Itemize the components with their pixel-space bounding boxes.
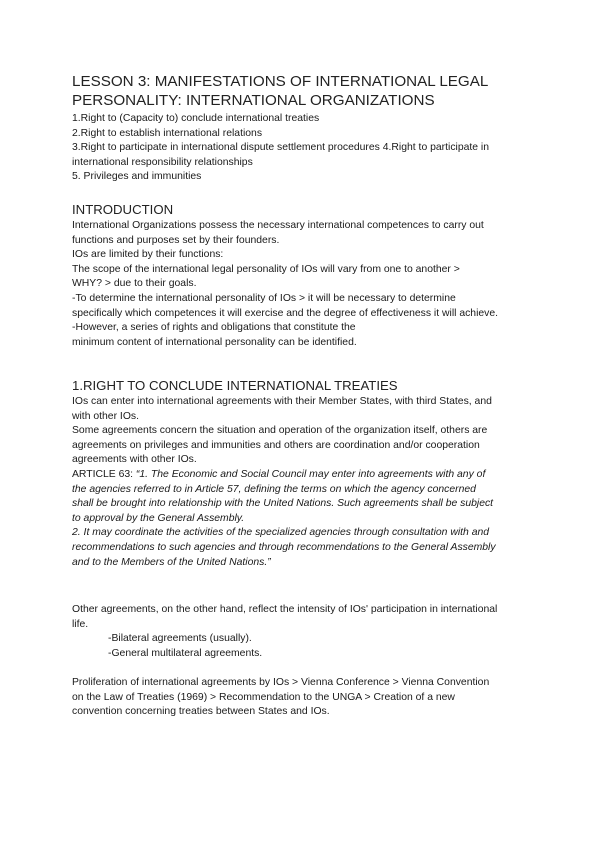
outline-item: 5. Privileges and immunities (72, 171, 202, 183)
article-label: ARTICLE 63: (72, 468, 136, 480)
outline-item: 1.Right to (Capacity to) conclude international treaties (72, 113, 320, 124)
other-agreements (72, 603, 532, 661)
section-heading: INTRODUCTION (72, 202, 174, 217)
article-line: 2. It may coordinate the activities of the specialized agencies through consultation with and (72, 527, 490, 539)
title-line: LESSON 3: MANIFESTATIONS OF INTERNATIONAL LEGAL (72, 73, 489, 90)
proliferation-paragraph (72, 676, 532, 720)
treaties-section (72, 378, 532, 570)
paragraph-line: minimum content of international personality can be identified. (72, 336, 357, 348)
paragraph-line: on the Law of Treaties (1969) > Recommendation to the UNGA > Creation of a new (72, 691, 455, 703)
paragraph-line: IOs are limited by their functions: (72, 249, 224, 261)
paragraph-line: life. (72, 618, 89, 630)
section-heading: 1.RIGHT TO CONCLUDE INTERNATIONAL TREATIES (72, 378, 398, 393)
outline-item: 2.Right to establish international relations (72, 127, 263, 139)
paragraph-line: specifically which competences it will exercise and the degree of effectiveness it will achieve. (72, 307, 499, 319)
paragraph-line: International Organizations possess the necessary international competences to carry out (72, 220, 484, 231)
article-line: recommendations to such agencies and through recommendations to the General Assembly (72, 541, 496, 553)
introduction-section (72, 202, 532, 350)
paragraph-line: agreements with other IOs. (72, 454, 197, 466)
lesson-outline (72, 112, 532, 185)
article-line: shall be brought into relationship with the United Nations. Such agreements shall be subject (72, 498, 494, 510)
paragraph-line: IOs can enter into international agreements with their Member States, with third States, and (72, 396, 492, 407)
outline-item: 3.Right to participate in international dispute settlement procedures 4.Right to participate in (72, 142, 490, 154)
article-text: “1. The Economic and Social Council may enter into agreements with any of (135, 468, 486, 480)
article-63-quote-start (72, 468, 532, 483)
article-line: and to the Members of the United Nations.” (72, 556, 271, 568)
paragraph-line: agreements on privileges and immunities and others are coordination and/or cooperation (72, 439, 480, 451)
bullet-item: -Bilateral agreements (usually). (108, 633, 252, 645)
paragraph-line: functions and purposes set by their founders. (72, 234, 280, 246)
title-line: PERSONALITY: INTERNATIONAL ORGANIZATIONS (72, 92, 435, 109)
bullet-item: -General multilateral agreements. (108, 647, 263, 659)
article-line: to approval by the General Assembly. (72, 512, 245, 524)
lesson-title (72, 72, 532, 110)
article-line: the agencies referred to in Article 57, defining the terms on which the agency concerned (72, 483, 476, 495)
outline-item: international responsibility relationships (72, 156, 253, 168)
paragraph-line: -However, a series of rights and obligations that constitute the (72, 322, 356, 334)
paragraph-line: convention concerning treaties between States and IOs. (72, 706, 330, 718)
paragraph-line: WHY? > due to their goals. (72, 278, 197, 290)
paragraph-line: Proliferation of international agreements by IOs > Vienna Conference > Vienna Convention (72, 677, 490, 688)
paragraph-line: -To determine the international personality of IOs > it will be necessary to determine (72, 292, 456, 304)
paragraph-line: Some agreements concern the situation and operation of the organization itself, others are (72, 425, 488, 437)
paragraph-line: Other agreements, on the other hand, reflect the intensity of IOs' participation in international (72, 604, 498, 615)
paragraph-line: The scope of the international legal personality of IOs will vary from one to another > (72, 263, 460, 275)
paragraph-line: with other IOs. (72, 410, 139, 422)
